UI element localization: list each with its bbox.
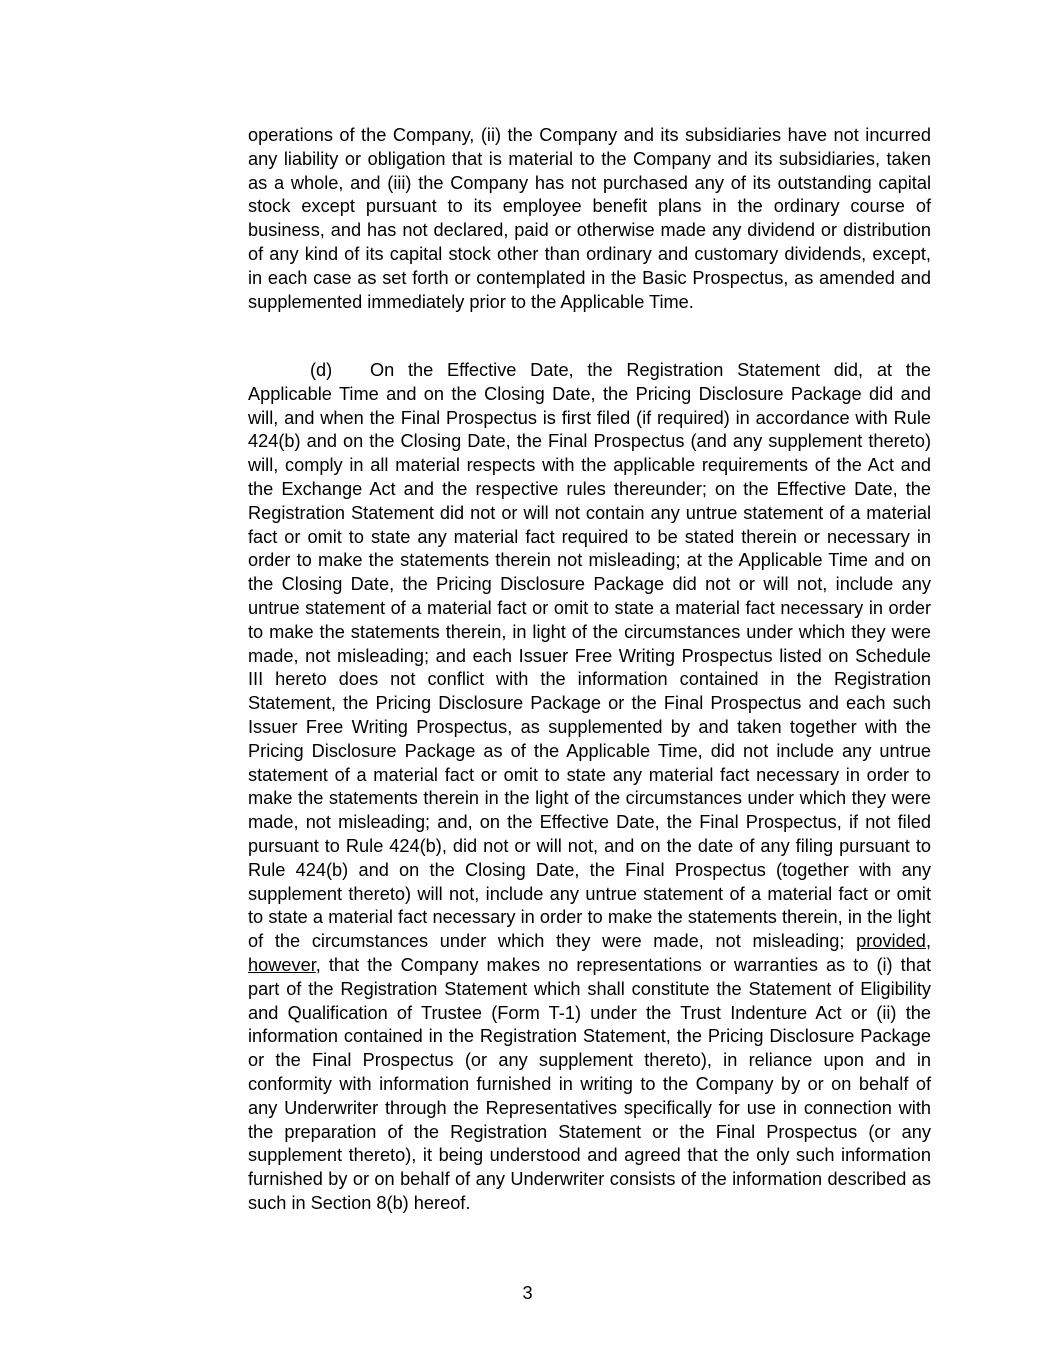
paragraph-continued-text: operations of the Company, (ii) the Company and its subsidiaries have not incurred any liability or obligation that is material to the Company and its subsidiaries, taken as a whole, and (iii) the Company has not purchased any of its outstanding capital stock except pursuant to its employee benefit plans in the ordinary course of business, and has not declared, paid or otherwise made any dividend or distribution of any kind of its capital stock other than ordinary and customary dividends, except, in each case as set forth or contemplated in the Basic Prospectus, as amended and supplemented immediately prior to the Applicable Time. — [248, 125, 931, 312]
paragraph-d-text-before: On the Effective Date, the Registration Statement did, at the Applicable Time and on the Closing Date, the Pricing Disclosure Package did and will, and when the Final Prospectus is first filed (if required) in accordance with Rule 424(b) and on the Closing Date, the Final Prospectus (and any supplement thereto) will, comply in all material respects with the applicable requirements of the Act and the Exchange Act and the respective rules thereunder; on the Effective Date, the Registration Statement did not or will not contain any untrue statement of a material fact or omit to state any material fact required to be stated therein or necessary in order to make the statements therein not misleading; at the Applicable Time and on the Closing Date, the Pricing Disclosure Package did not or will not, include any untrue statement of a material fact or omit to state a material fact necessary in order to make the statements therein, in light of the circumstances under which they were made, not misleading; and each Issuer Free Writing Prospectus listed on Schedule III hereto does not conflict with the information contained in the Registration Statement, the Pricing Disclosure Package or the Final Prospectus and each such Issuer Free Writing Prospectus, as supplemented by and taken together with the Pricing Disclosure Package as of the Applicable Time, did not include any untrue statement of a material fact or omit to state any material fact necessary in order to make the statements therein in the light of the circumstances under which they were made, not misleading; and, on the Effective Date, the Final Prospectus, if not filed pursuant to Rule 424(b), did not or will not, and on the date of any filing pursuant to Rule 424(b) and on the Closing Date, the Final Prospectus (together with any supplement thereto) will not, include any untrue statement of a material fact or omit to state a material fact necessary in order to make the statements therein, in the light of the circumstances under which they were made, not misleading; — [248, 360, 931, 952]
provided-term: provided — [856, 931, 926, 952]
paragraph-continued — [248, 124, 931, 314]
comma-separator: , — [925, 931, 931, 952]
paragraph-d-label: (d) — [310, 360, 333, 380]
however-term: however — [248, 954, 316, 975]
page-number: 3 — [522, 1283, 533, 1303]
paragraph-d — [248, 359, 931, 1216]
paragraph-d-text-after: , that the Company makes no representations or warranties as to (i) that part of the Registration Statement which shall constitute the Statement of Eligibility and Qualification of Trustee (Form T-1) under the Trust Indenture Act or (ii) the information contained in the Registration Statement, the Pricing Disclosure Package or the Final Prospectus (or any supplement thereto), in reliance upon and in conformity with information furnished in writing to the Company by or on behalf of any Underwriter through the Representatives specifically for use in connection with the preparation of the Registration Statement or the Final Prospectus (or any supplement thereto), it being understood and agreed that the only such information furnished by or on behalf of any Underwriter consists of the information described as such in Section 8(b) hereof. — [248, 954, 931, 1213]
